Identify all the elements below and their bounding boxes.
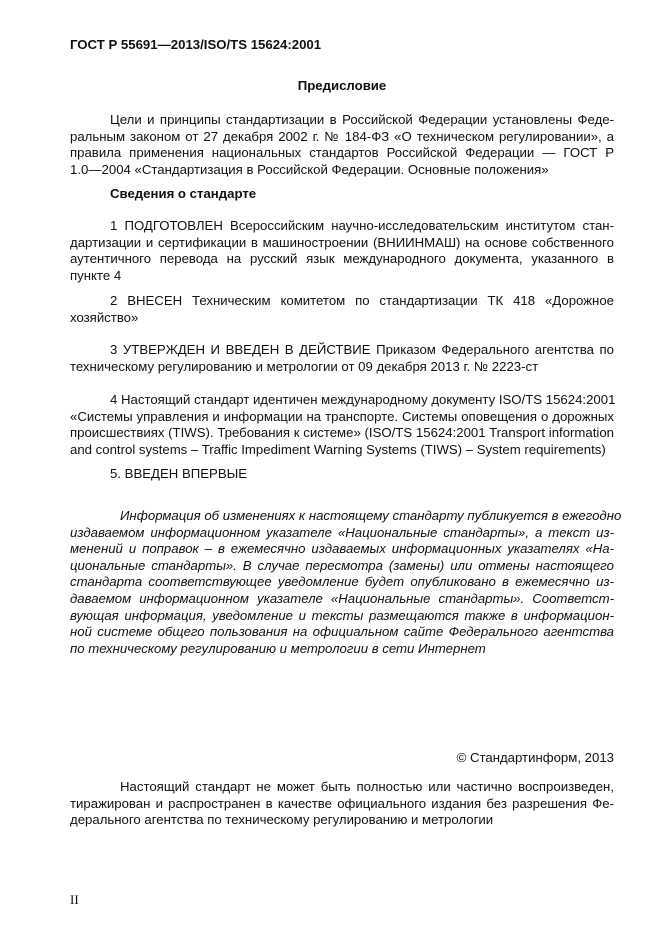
info-heading: Сведения о стандарте — [110, 186, 257, 201]
text-line: происшествиях (TIWS). Требования к системе» (ISO/TS 15624:2001 Transport information — [70, 425, 614, 441]
text-line: and control systems – Traffic Impediment Warning Systems (TIWS) – System requirements) — [70, 441, 606, 457]
text-line: техническому регулированию и метрологии от 09 декабря 2013 г. № 2223-ст — [70, 358, 539, 374]
text-line: 4 Настоящий стандарт идентичен международному документу ISO/TS 15624:2001 — [110, 392, 616, 407]
text-line: ральным законом от 27 декабря 2002 г. № 184-ФЗ «О техническом регулировании», а — [70, 128, 614, 144]
text-line: дерального агентства по техническому регулированию и метрологии — [70, 812, 494, 828]
text-line: стандарта соответствующее уведомление будет опубликовано в ежемесячно из- — [70, 574, 614, 590]
reproduction-notice — [70, 779, 614, 829]
text-line: ной системе общего пользования на официальном сайте Федерального агентства — [70, 624, 614, 640]
copyright: © Стандартинформ, 2013 — [456, 750, 614, 765]
document-header: ГОСТ Р 55691—2013/ISO/TS 15624:2001 — [70, 37, 322, 52]
preface-paragraph — [70, 112, 614, 178]
text-line: вующая информация, уведомление и тексты размещаются также в информацион- — [70, 607, 614, 623]
text-line: Цели и принципы стандартизации в Российской Федерации установлены Феде- — [110, 112, 614, 127]
text-line: циональные стандарты». В случае пересмотра (замены) или отмены настоящего — [70, 557, 614, 573]
item-submitted — [70, 293, 614, 326]
text-line: издаваемом информационном указателе «Национальные стандарты», а текст из- — [70, 524, 614, 540]
text-line: даваемом информационном указателе «Национальные стандарты». Соответст- — [70, 590, 614, 606]
text-line: по техническому регулированию и метрологии в сети Интернет — [70, 640, 486, 656]
item-identical — [70, 392, 614, 458]
item-approved — [70, 342, 614, 375]
text-line: пункте 4 — [70, 267, 122, 283]
preface-title: Предисловие — [297, 78, 387, 93]
text-line: 3 УТВЕРЖДЕН И ВВЕДЕН В ДЕЙСТВИЕ Приказом Федерального агентства по — [110, 342, 614, 357]
text-line: тиражирован и распространен в качестве официального издания без разрешения Фе- — [70, 795, 614, 811]
text-line: Настоящий стандарт не может быть полностью или частично воспроизведен, — [120, 779, 614, 794]
text-line: Информация об изменениях к настоящему стандарту публикуется в ежегодно — [120, 508, 622, 523]
item-introduced: 5. ВВЕДЕН ВПЕРВЫЕ — [110, 466, 248, 481]
text-line: 2 ВНЕСЕН Техническим комитетом по стандартизации ТК 418 «Дорожное — [110, 293, 614, 308]
text-line: дартизации и сертификации в машиностроении (ВНИИНМАШ) на основе собственного — [70, 234, 614, 250]
text-line: правила применения национальных стандартов Российской Федерации — ГОСТ Р — [70, 145, 614, 161]
changes-info-paragraph — [70, 508, 622, 657]
item-prepared — [70, 218, 614, 284]
text-line: 1.0—2004 «Стандартизация в Российской Федерации. Основные положения» — [70, 161, 549, 177]
text-line: «Системы управления и информации на транспорте. Системы оповещения о дорожных — [70, 408, 614, 424]
text-line: хозяйство» — [70, 309, 139, 325]
text-line: менений и поправок – в ежемесячно издаваемых информационных указателях «На- — [70, 541, 614, 557]
text-line: аутентичного перевода на русский язык международного документа, указанного в — [70, 251, 614, 267]
text-line: 1 ПОДГОТОВЛЕН Всероссийским научно-исследовательским институтом стан- — [110, 218, 614, 233]
page-number: II — [70, 892, 79, 907]
